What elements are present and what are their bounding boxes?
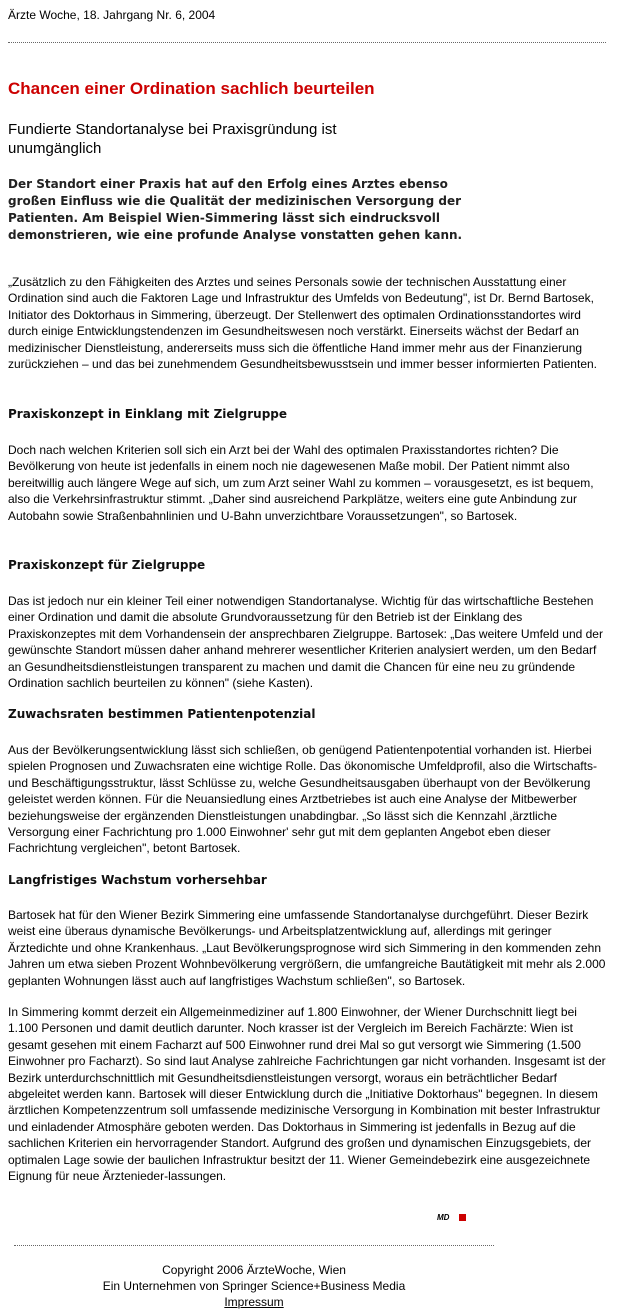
section-heading: Praxiskonzept in Einklang mit Zielgruppe: [8, 407, 288, 421]
author-initials: MD: [437, 1213, 450, 1222]
section-text: Doch nach welchen Kriterien soll sich ein Arzt bei der Wahl des optimalen Praxisstandortes richten? Die Bevölkerung von heute ist jedenfalls in einem noch nie dagewesenen Maße mobil. Der Patient nimmt also bereitwillig auch längere Wege auf sich, um zum Arzt seiner Wahl zu kommen – vorausgesetzt, es ist bequem, also die Verkehrsinfrastruktur stimmt. „Daher sind ausreichend Parkplätze, weiters eine gute Anbindung zur Autobahn sowie Straßenbahnlinien und U-Bahn unverzichtbare Voraussetzungen", so Bartosek.: [8, 443, 594, 523]
footer-copyright: Copyright 2006 ÄrzteWoche, Wien: [162, 1263, 346, 1277]
section-text: Das ist jedoch nur ein kleiner Teil einer notwendigen Standortanalyse. Wichtig für das wirtschaftliche Bestehen einer Ordination und damit die absolute Grundvoraussetzung für den Betrieb ist der Einklang des Praxiskonzeptes mit dem Vorhandensein der ansprechbaren Zielgruppe. Bartosek: „Das weitere Umfeld und der gewünschte Standort müssen daher anhand mehrerer wesentlicher Kriterien analysiert werden, um den Bedarf an Gesundheitsdienstleistungen transparent zu machen und damit die Chancen für eine neu zu gründende Ordination sachlich beurteilen zu können" (siehe Kasten).: [8, 594, 603, 691]
footer: [74, 1262, 434, 1310]
bottom-divider: [14, 1245, 494, 1246]
section-heading: Praxiskonzept für Zielgruppe: [8, 558, 206, 572]
article-lead: Der Standort einer Praxis hat auf den Erfolg eines Arztes ebenso großen Einfluss wie die Qualität der medizinischen Versorgung der Patienten. Am Beispiel Wien-Simmering lässt sich eindrucksvoll demonstrieren, wie eine profunde Analyse vonstatten gehen kann.: [8, 177, 463, 242]
section-heading: Langfristiges Wachstum vorhersehbar: [8, 873, 267, 887]
section-text: Aus der Bevölkerungsentwicklung lässt sich schließen, ob genügend Patientenpotential vorhanden ist. Hierbei spielen Prognosen und Zuwachsraten eine wichtige Rolle. Das ökonomische Umfeldprofil, also die Wirtschafts- und Beschäftigungsstruktur, lässt Schlüsse zu, welche Gesundheitsausgaben überhaupt von der Bevölkerung geleistet werden können. Für die Neuansiedlung eines Arztbetriebes ist auch eine Analyse der Mitbewerber beziehungsweise der ergänzenden Dienstleistungen unabdingbar. „So lässt sich die Kennzahl ‚ärztliche Versorgung einer Fachrichtung pro 1.000 Einwohner' sehr gut mit dem geplanten Angebot eben dieser Fachrichtung vergleichen", betont Bartosek.: [8, 743, 597, 856]
article-subtitle: Fundierte Standortanalyse bei Praxisgründung ist unumgänglich: [8, 121, 337, 157]
article-title: Chancen einer Ordination sachlich beurteilen: [8, 79, 375, 98]
end-marker-icon: [459, 1214, 466, 1221]
impressum-link[interactable]: Impressum: [224, 1295, 284, 1309]
article-intro: „Zusätzlich zu den Fähigkeiten des Arztes und seines Personals sowie der technischen Ausstattung einer Ordination sind auch die Faktoren Lage und Infrastruktur des Umfelds von Bedeutung", ist Dr. Bernd Bartosek, Initiator des Doktorhaus in Simmering, überzeugt. Der Stellenwert des optimalen Ordinationsstandortes wird durch einige Entwicklungstendenzen im Gesundheitswesen noch verstärkt. Einerseits wächst der Bedarf an medizinischer Dienstleistung, andererseits muss sich die öffentliche Hand immer mehr aus der Finanzierung zurückziehen – und das bei zunehmendem Gesundheitsbewusstsein und immer besser informierten Patienten.: [8, 275, 597, 372]
issue-line: Ärzte Woche, 18. Jahrgang Nr. 6, 2004: [8, 8, 216, 22]
section-heading: Zuwachsraten bestimmen Patientenpotenzial: [8, 707, 316, 721]
section-text-continued: In Simmering kommt derzeit ein Allgemeinmediziner auf 1.800 Einwohner, der Wiener Durchschnitt liegt bei 1.100 Personen und damit deutlich darunter. Noch krasser ist der Vergleich im Bereich Fachärzte: Wien ist gesamt gesehen mit einem Facharzt auf 500 Einwohner rund drei Mal so gut versorgt wie Simmering (1.500 Einwohner pro Facharzt). So sind laut Analyse zahlreiche Fachrichtungen gar nicht vorhanden. Insgesamt ist der Bezirk unterdurchschnittlich mit Gesundheitsdienstleistungen versorgt, woraus ein beträchtlicher Bedarf abgeleitet werden kann. Bartosek will dieser Entwicklung durch die „Initiative Doktorhaus" begegnen. In diesem ärztlichen Kompetenzzentrum soll umfassende medizinische Versorgung in Kombination mit bester Infrastruktur und einladender Atmosphäre geboten werden. Das Doktorhaus in Simmering ist jedenfalls in Bezug auf die sachlichen Kriterien ein hervorragender Standort. Aufgrund des großen und dynamischen Einzugsgebiets, der optimalen Lage sowie der baulichen Infrastruktur besitzt der 11. Wiener Gemeindebezirk eine ausgezeichnete Eignung für neue Ärztenieder-lassungen.: [8, 1005, 606, 1184]
footer-company: Ein Unternehmen von Springer Science+Business Media: [102, 1279, 406, 1293]
section-text: Bartosek hat für den Wiener Bezirk Simmering eine umfassende Standortanalyse durchgeführt. Dieser Bezirk weist eine überaus dynamische Bevölkerungs- und Arbeitsplatzentwicklung auf, allerdings mit geringer Ärztedichte und ohne Krankenhaus. „Laut Bevölkerungsprognose wird sich Simmering in den kommenden zehn Jahren um etwa sieben Prozent Wohnbevölkerung vergrößern, die umfangreiche Bautätigkeit mit mehr als 2.000 geplanten Wohnungen lässt auch auf langfristiges Wachstum schließen", so Bartosek.: [8, 908, 606, 988]
top-divider: [8, 42, 606, 43]
